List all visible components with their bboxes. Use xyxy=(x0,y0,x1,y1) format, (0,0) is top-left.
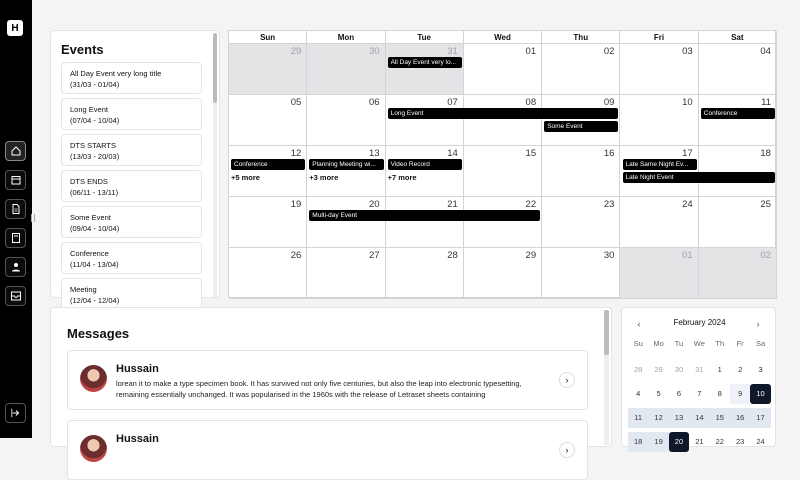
nav-home-button[interactable] xyxy=(5,141,26,161)
events-title: Events xyxy=(61,42,104,57)
day-number: 02 xyxy=(760,250,771,261)
messages-panel xyxy=(50,307,612,455)
calendar-event-bar[interactable]: Late Same Night Ev... xyxy=(623,159,697,170)
mini-day[interactable]: 31 xyxy=(695,365,704,374)
inbox-icon xyxy=(10,290,22,302)
event-dates: (31/03 - 01/04) xyxy=(70,80,120,89)
calendar-week-row xyxy=(229,44,777,95)
calendar-event-bar[interactable]: Conference xyxy=(231,159,305,170)
mini-day[interactable]: 21 xyxy=(695,437,704,446)
calendar-day-cell[interactable] xyxy=(386,197,464,248)
calendar-event-bar[interactable]: Late Night Event xyxy=(623,172,776,183)
day-number: 04 xyxy=(760,46,771,57)
calendar-day-cell[interactable] xyxy=(229,44,307,95)
events-scrollbar[interactable] xyxy=(213,33,217,297)
mini-day[interactable]: 9 xyxy=(730,384,750,404)
day-number: 30 xyxy=(368,46,380,57)
mini-weekday: Fr xyxy=(736,339,744,348)
mini-day[interactable]: 11 xyxy=(628,408,648,428)
mini-calendar-title: February 2024 xyxy=(673,318,726,327)
mini-day[interactable]: 24 xyxy=(756,437,765,446)
calendar-day-cell[interactable] xyxy=(620,248,698,299)
book-icon xyxy=(10,232,22,244)
day-number: 22 xyxy=(525,199,537,210)
event-dates: (11/04 - 13/04) xyxy=(70,260,119,269)
mini-day[interactable]: 12 xyxy=(648,408,668,428)
day-number: 24 xyxy=(682,199,693,210)
mini-day[interactable]: 15 xyxy=(710,408,730,428)
mini-day[interactable]: 18 xyxy=(628,432,648,452)
event-dates: (09/04 - 10/04) xyxy=(70,224,120,233)
day-number: 02 xyxy=(603,46,615,57)
mini-day[interactable]: 28 xyxy=(634,365,643,374)
more-events-link[interactable]: +7 more xyxy=(387,173,417,182)
mini-day[interactable]: 16 xyxy=(730,408,750,428)
weekday-mon: Mon xyxy=(307,31,385,44)
day-number: 12 xyxy=(290,148,302,159)
mini-day[interactable]: 4 xyxy=(636,389,641,398)
mini-day[interactable]: 5 xyxy=(656,389,661,398)
day-number: 06 xyxy=(368,97,380,108)
calendar-day-cell[interactable] xyxy=(307,146,385,197)
calendar-event-bar[interactable]: Some Event xyxy=(544,121,618,132)
event-dates: (13/03 - 20/03) xyxy=(70,152,120,161)
event-title: Meeting xyxy=(70,285,97,294)
avatar xyxy=(80,365,107,392)
panel-resize-handle[interactable] xyxy=(30,213,36,225)
mini-week-row xyxy=(628,408,771,428)
day-number: 01 xyxy=(682,250,693,261)
day-number: 18 xyxy=(760,148,771,159)
message-sender: Hussain xyxy=(116,363,159,375)
calendar-day-cell[interactable] xyxy=(699,44,777,95)
event-card[interactable] xyxy=(61,62,202,94)
events-list xyxy=(61,62,212,314)
weekday-fri: Fri xyxy=(620,31,698,44)
event-title: Conference xyxy=(70,249,109,258)
event-card[interactable] xyxy=(61,134,202,166)
mini-day[interactable]: 29 xyxy=(654,365,663,374)
event-title: Long Event xyxy=(70,105,108,114)
calendar-day-cell[interactable] xyxy=(229,197,307,248)
calendar-day-cell[interactable] xyxy=(386,44,464,95)
mini-week-row xyxy=(628,432,771,452)
event-card[interactable] xyxy=(61,170,202,202)
event-card[interactable] xyxy=(61,98,202,130)
messages-scrollbar[interactable] xyxy=(604,310,609,445)
calendar-day-cell[interactable] xyxy=(229,146,307,197)
calendar-day-cell[interactable] xyxy=(386,248,464,299)
event-card[interactable] xyxy=(61,278,202,310)
calendar-day-cell[interactable] xyxy=(464,95,542,146)
day-number: 25 xyxy=(760,199,771,210)
calendar-event-bar[interactable]: Multi-day Event xyxy=(309,210,540,221)
calendar-day-cell[interactable] xyxy=(307,197,385,248)
event-dates: (07/04 - 10/04) xyxy=(70,116,120,125)
chevron-right-icon: › xyxy=(565,375,569,385)
calendar-day-cell[interactable] xyxy=(699,197,777,248)
event-dates: (12/04 - 12/04) xyxy=(70,296,120,305)
day-number: 19 xyxy=(290,199,302,210)
mini-day[interactable]: 7 xyxy=(697,389,702,398)
event-dates: (06/11 - 13/11) xyxy=(70,188,119,197)
day-number: 20 xyxy=(368,199,380,210)
more-events-link[interactable]: +3 more xyxy=(309,173,339,182)
message-sender: Hussain xyxy=(116,433,159,445)
calendar-day-cell[interactable] xyxy=(542,146,620,197)
weekday-tue: Tue xyxy=(386,31,464,44)
nav-book-button[interactable] xyxy=(5,228,26,248)
day-number: 11 xyxy=(761,97,771,108)
user-icon xyxy=(10,261,22,273)
event-card[interactable] xyxy=(61,206,202,238)
day-number: 09 xyxy=(603,97,615,108)
mini-week-row xyxy=(628,384,771,404)
mini-day[interactable]: 1 xyxy=(717,365,722,374)
weekday-thu: Thu xyxy=(542,31,620,44)
calendar-day-cell[interactable] xyxy=(620,95,698,146)
day-number: 14 xyxy=(447,148,458,159)
mini-weekday: Tu xyxy=(674,339,684,348)
messages-title: Messages xyxy=(67,326,130,341)
open-message-button[interactable] xyxy=(559,372,575,388)
event-title: Some Event xyxy=(70,213,111,222)
day-number: 27 xyxy=(368,250,380,261)
calendar-week-row xyxy=(229,197,777,248)
calendar-day-cell[interactable] xyxy=(699,248,777,299)
nav-user-button[interactable] xyxy=(5,257,26,277)
mini-day[interactable]: 3 xyxy=(758,365,763,374)
day-number: 23 xyxy=(603,199,615,210)
day-number: 28 xyxy=(447,250,458,261)
more-events-link[interactable]: +5 more xyxy=(231,173,260,182)
message-card[interactable] xyxy=(67,420,588,480)
weekday-sat: Sat xyxy=(699,31,777,44)
calendar-day-cell[interactable] xyxy=(620,44,698,95)
open-message-button[interactable] xyxy=(559,442,575,458)
app-logo[interactable]: H xyxy=(7,20,23,36)
events-panel xyxy=(50,30,220,305)
calendar-event-bar[interactable]: All Day Event very lo... xyxy=(388,57,462,68)
calendar-day-cell[interactable] xyxy=(464,146,542,197)
calendar-day-cell[interactable] xyxy=(464,44,542,95)
day-number: 03 xyxy=(682,46,693,57)
nav-inbox-button[interactable] xyxy=(5,286,26,306)
calendar-day-cell[interactable] xyxy=(307,248,385,299)
calendar-day-cell[interactable] xyxy=(386,95,464,146)
mini-day[interactable]: 30 xyxy=(674,365,684,374)
mini-weekday: Su xyxy=(633,339,643,348)
day-number: 01 xyxy=(525,46,537,57)
day-number: 16 xyxy=(603,148,615,159)
month-calendar xyxy=(228,30,776,298)
day-number: 30 xyxy=(603,250,615,261)
day-number: 17 xyxy=(682,148,693,159)
prev-month-button[interactable]: ‹ xyxy=(637,319,641,329)
event-title: DTS STARTS xyxy=(70,141,116,150)
mini-weekday-row xyxy=(628,338,771,350)
event-card[interactable] xyxy=(61,242,202,274)
day-number: 08 xyxy=(525,97,537,108)
day-number: 26 xyxy=(290,250,302,261)
mini-calendar xyxy=(621,307,776,447)
day-number: 05 xyxy=(290,97,302,108)
avatar xyxy=(80,435,107,462)
mini-weekday: We xyxy=(693,339,705,348)
mini-day[interactable]: 14 xyxy=(689,408,709,428)
day-number: 10 xyxy=(682,97,693,108)
calendar-event-bar[interactable]: Video Record xyxy=(388,159,462,170)
weekday-header xyxy=(229,31,777,44)
mini-weekday: Mo xyxy=(653,339,664,348)
calendar-day-cell[interactable] xyxy=(542,248,620,299)
mini-day[interactable]: 13 xyxy=(669,408,689,428)
day-number: 31 xyxy=(447,46,458,57)
next-month-button[interactable]: › xyxy=(756,319,760,329)
calendar-icon xyxy=(10,174,22,186)
weekday-sun: Sun xyxy=(229,31,307,44)
mini-weekday: Sa xyxy=(755,339,766,348)
calendar-day-cell[interactable] xyxy=(229,95,307,146)
mini-day[interactable]: 20 xyxy=(669,432,689,452)
calendar-day-cell[interactable] xyxy=(542,44,620,95)
day-number: 21 xyxy=(447,199,458,210)
calendar-day-cell[interactable] xyxy=(229,248,307,299)
message-card[interactable] xyxy=(67,350,588,410)
calendar-week-row xyxy=(229,248,777,299)
mini-calendar-grid xyxy=(628,338,771,456)
calendar-event-bar[interactable]: Long Event xyxy=(388,108,619,119)
calendar-week-row xyxy=(229,95,777,146)
mini-day[interactable]: 19 xyxy=(648,432,668,452)
message-preview: lorean it to make a type specimen book. It has survived not only five centuries, but also the leap into electronic typesetting, remaining essentially unchanged. It was popularised in the 1960s with the release of Letraset sheets containing xyxy=(116,379,522,399)
weekday-wed: Wed xyxy=(464,31,542,44)
event-title: DTS ENDS xyxy=(70,177,108,186)
day-number: 07 xyxy=(447,97,458,108)
day-number: 13 xyxy=(368,148,380,159)
mini-weekday: Th xyxy=(715,339,725,348)
nav-rail xyxy=(0,0,32,438)
calendar-day-cell[interactable] xyxy=(464,197,542,248)
calendar-day-cell[interactable] xyxy=(542,197,620,248)
mini-week-row xyxy=(628,360,771,380)
mini-day[interactable]: 10 xyxy=(750,384,770,404)
home-icon xyxy=(10,145,22,157)
document-icon xyxy=(10,203,22,215)
calendar-day-cell[interactable] xyxy=(307,44,385,95)
calendar-event-bar[interactable]: Conference xyxy=(701,108,775,119)
mini-day[interactable]: 8 xyxy=(717,389,722,398)
mini-day[interactable]: 23 xyxy=(735,437,745,446)
mini-day[interactable]: 17 xyxy=(750,408,770,428)
calendar-day-cell[interactable] xyxy=(620,197,698,248)
logout-icon xyxy=(11,408,21,418)
calendar-day-cell[interactable] xyxy=(464,248,542,299)
mini-day[interactable]: 2 xyxy=(738,365,743,374)
nav-document-button[interactable] xyxy=(5,199,26,219)
day-number: 29 xyxy=(290,46,302,57)
nav-calendar-button[interactable] xyxy=(5,170,26,190)
event-title: All Day Event very long title xyxy=(70,69,162,78)
day-number: 29 xyxy=(525,250,537,261)
calendar-day-cell[interactable] xyxy=(307,95,385,146)
day-number: 15 xyxy=(525,148,537,159)
calendar-event-bar[interactable]: Planning Meeting wi... xyxy=(309,159,383,170)
logout-button[interactable] xyxy=(5,403,26,423)
calendar-day-cell[interactable] xyxy=(699,95,777,146)
chevron-right-icon: › xyxy=(565,445,569,455)
mini-day[interactable]: 6 xyxy=(676,389,682,398)
mini-day[interactable]: 22 xyxy=(715,437,724,446)
calendar-day-cell[interactable] xyxy=(386,146,464,197)
